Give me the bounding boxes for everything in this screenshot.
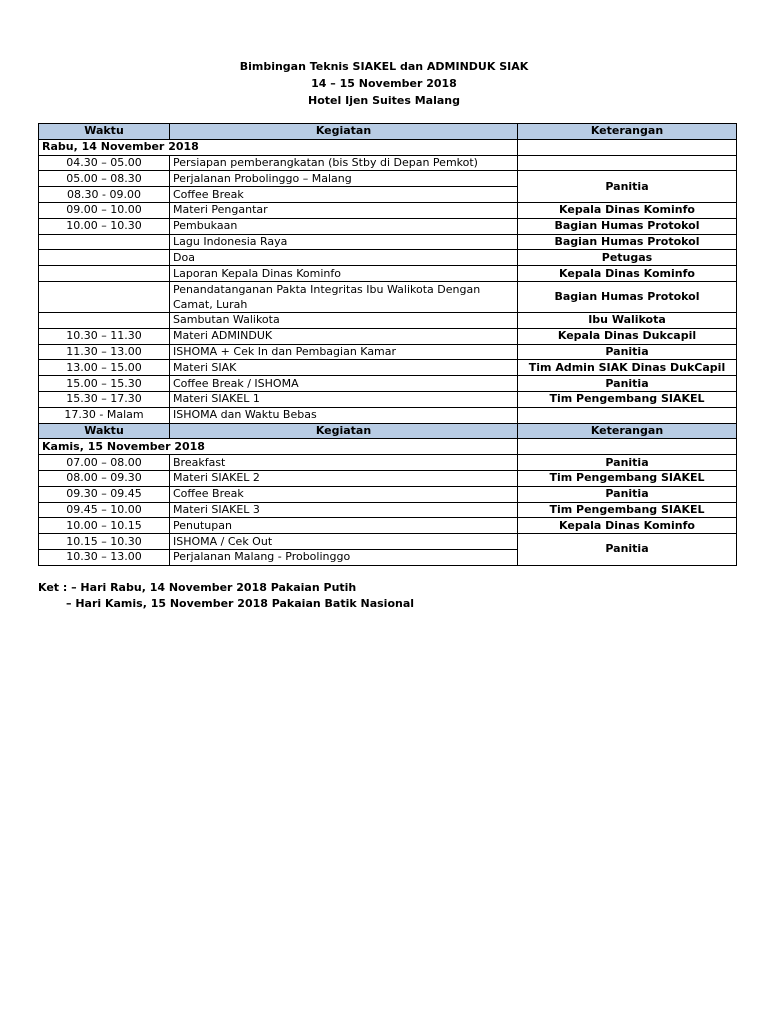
keterangan-cell: Panitia [518,171,737,203]
header-keterangan: Keterangan [518,124,737,140]
header-keterangan: Keterangan [518,423,737,439]
waktu-cell: 08.00 – 09.30 [39,470,170,486]
waktu-cell: 10.30 – 11.30 [39,328,170,344]
waktu-cell: 05.00 – 08.30 [39,171,170,187]
waktu-cell: 09.30 – 09.45 [39,486,170,502]
table-row [39,376,737,392]
table-row [39,218,737,234]
day1-label: Rabu, 14 November 2018 [39,139,518,155]
title-line-2: 14 – 15 November 2018 [311,77,457,90]
table-row [39,266,737,282]
waktu-cell: 11.30 – 13.00 [39,344,170,360]
document-title [0,58,768,109]
kegiatan-cell: Materi SIAKEL 3 [170,502,518,518]
kegiatan-cell: Sambutan Walikota [170,312,518,328]
table-row [39,155,737,171]
waktu-cell: 10.30 – 13.00 [39,549,170,565]
waktu-cell: 17.30 - Malam [39,407,170,423]
waktu-cell [39,312,170,328]
day2-label-empty [518,439,737,455]
kegiatan-cell: Penutupan [170,518,518,534]
waktu-cell: 09.45 – 10.00 [39,502,170,518]
notes [38,580,414,612]
waktu-cell: 04.30 – 05.00 [39,155,170,171]
keterangan-cell [518,407,737,423]
table-row [39,486,737,502]
keterangan-cell: Tim Admin SIAK Dinas DukCapil [518,360,737,376]
kegiatan-cell: Materi ADMINDUK [170,328,518,344]
kegiatan-cell: Lagu Indonesia Raya [170,234,518,250]
kegiatan-cell: ISHOMA / Cek Out [170,534,518,550]
table-row [39,171,737,187]
table-row [39,312,737,328]
keterangan-cell: Panitia [518,455,737,471]
keterangan-cell: Bagian Humas Protokol [518,218,737,234]
waktu-cell: 10.00 – 10.30 [39,218,170,234]
header-row [39,423,737,439]
kegiatan-cell: Pembukaan [170,218,518,234]
waktu-cell: 13.00 – 15.00 [39,360,170,376]
table-row [39,344,737,360]
keterangan-cell: Panitia [518,376,737,392]
table-row [39,534,737,550]
keterangan-cell: Tim Pengembang SIAKEL [518,502,737,518]
kegiatan-cell: ISHOMA + Cek In dan Pembagian Kamar [170,344,518,360]
header-waktu: Waktu [39,423,170,439]
kegiatan-cell: Coffee Break [170,187,518,203]
table-row [39,407,737,423]
keterangan-cell: Bagian Humas Protokol [518,281,737,312]
table-row [39,328,737,344]
title-line-1: Bimbingan Teknis SIAKEL dan ADMINDUK SIAK [239,60,529,73]
waktu-cell: 15.30 – 17.30 [39,391,170,407]
kegiatan-cell: Laporan Kepala Dinas Kominfo [170,266,518,282]
keterangan-cell: Petugas [518,250,737,266]
kegiatan-cell: Persiapan pemberangkatan (bis Stby di Depan Pemkot) [170,155,518,171]
day-row [39,139,737,155]
waktu-cell [39,250,170,266]
waktu-cell [39,234,170,250]
waktu-cell: 15.00 – 15.30 [39,376,170,392]
keterangan-cell: Panitia [518,486,737,502]
table-row [39,360,737,376]
keterangan-cell: Kepala Dinas Kominfo [518,518,737,534]
kegiatan-cell: Materi SIAKEL 1 [170,391,518,407]
table-row [39,250,737,266]
kegiatan-cell: Doa [170,250,518,266]
table-row [39,234,737,250]
note-line-1: Ket : – Hari Rabu, 14 November 2018 Pakaian Putih [38,581,357,594]
keterangan-cell: Panitia [518,344,737,360]
waktu-cell: 07.00 – 08.00 [39,455,170,471]
day1-label-empty [518,139,737,155]
header-kegiatan: Kegiatan [170,124,518,140]
day-row [39,439,737,455]
keterangan-cell: Kepala Dinas Kominfo [518,202,737,218]
table-row [39,502,737,518]
schedule-body [39,124,737,566]
waktu-cell [39,281,170,312]
table-row [39,455,737,471]
note-line-2: – Hari Kamis, 15 November 2018 Pakaian Batik Nasional [66,597,415,610]
schedule-table [38,123,737,566]
kegiatan-cell: Perjalanan Probolinggo – Malang [170,171,518,187]
header-kegiatan: Kegiatan [170,423,518,439]
keterangan-cell: Panitia [518,534,737,566]
kegiatan-cell: Perjalanan Malang - Probolinggo [170,549,518,565]
kegiatan-cell: Coffee Break / ISHOMA [170,376,518,392]
table-row [39,202,737,218]
kegiatan-cell: Materi SIAKEL 2 [170,470,518,486]
waktu-cell [39,266,170,282]
kegiatan-cell: Materi SIAK [170,360,518,376]
header-row [39,124,737,140]
keterangan-cell: Tim Pengembang SIAKEL [518,391,737,407]
table-row [39,391,737,407]
waktu-cell: 10.00 – 10.15 [39,518,170,534]
kegiatan-cell: Breakfast [170,455,518,471]
keterangan-cell: Bagian Humas Protokol [518,234,737,250]
waktu-cell: 09.00 – 10.00 [39,202,170,218]
keterangan-cell: Tim Pengembang SIAKEL [518,470,737,486]
kegiatan-cell: Penandatanganan Pakta Integritas Ibu Walikota Dengan Camat, Lurah [170,281,518,312]
keterangan-cell: Kepala Dinas Kominfo [518,266,737,282]
keterangan-cell: Ibu Walikota [518,312,737,328]
kegiatan-cell: ISHOMA dan Waktu Bebas [170,407,518,423]
keterangan-cell [518,155,737,171]
table-row [39,470,737,486]
waktu-cell: 10.15 – 10.30 [39,534,170,550]
day2-label: Kamis, 15 November 2018 [39,439,518,455]
waktu-cell: 08.30 - 09.00 [39,187,170,203]
table-row [39,518,737,534]
kegiatan-cell: Materi Pengantar [170,202,518,218]
kegiatan-cell: Coffee Break [170,486,518,502]
table-row [39,281,737,312]
keterangan-cell: Kepala Dinas Dukcapil [518,328,737,344]
title-line-3: Hotel Ijen Suites Malang [308,94,460,107]
header-waktu: Waktu [39,124,170,140]
